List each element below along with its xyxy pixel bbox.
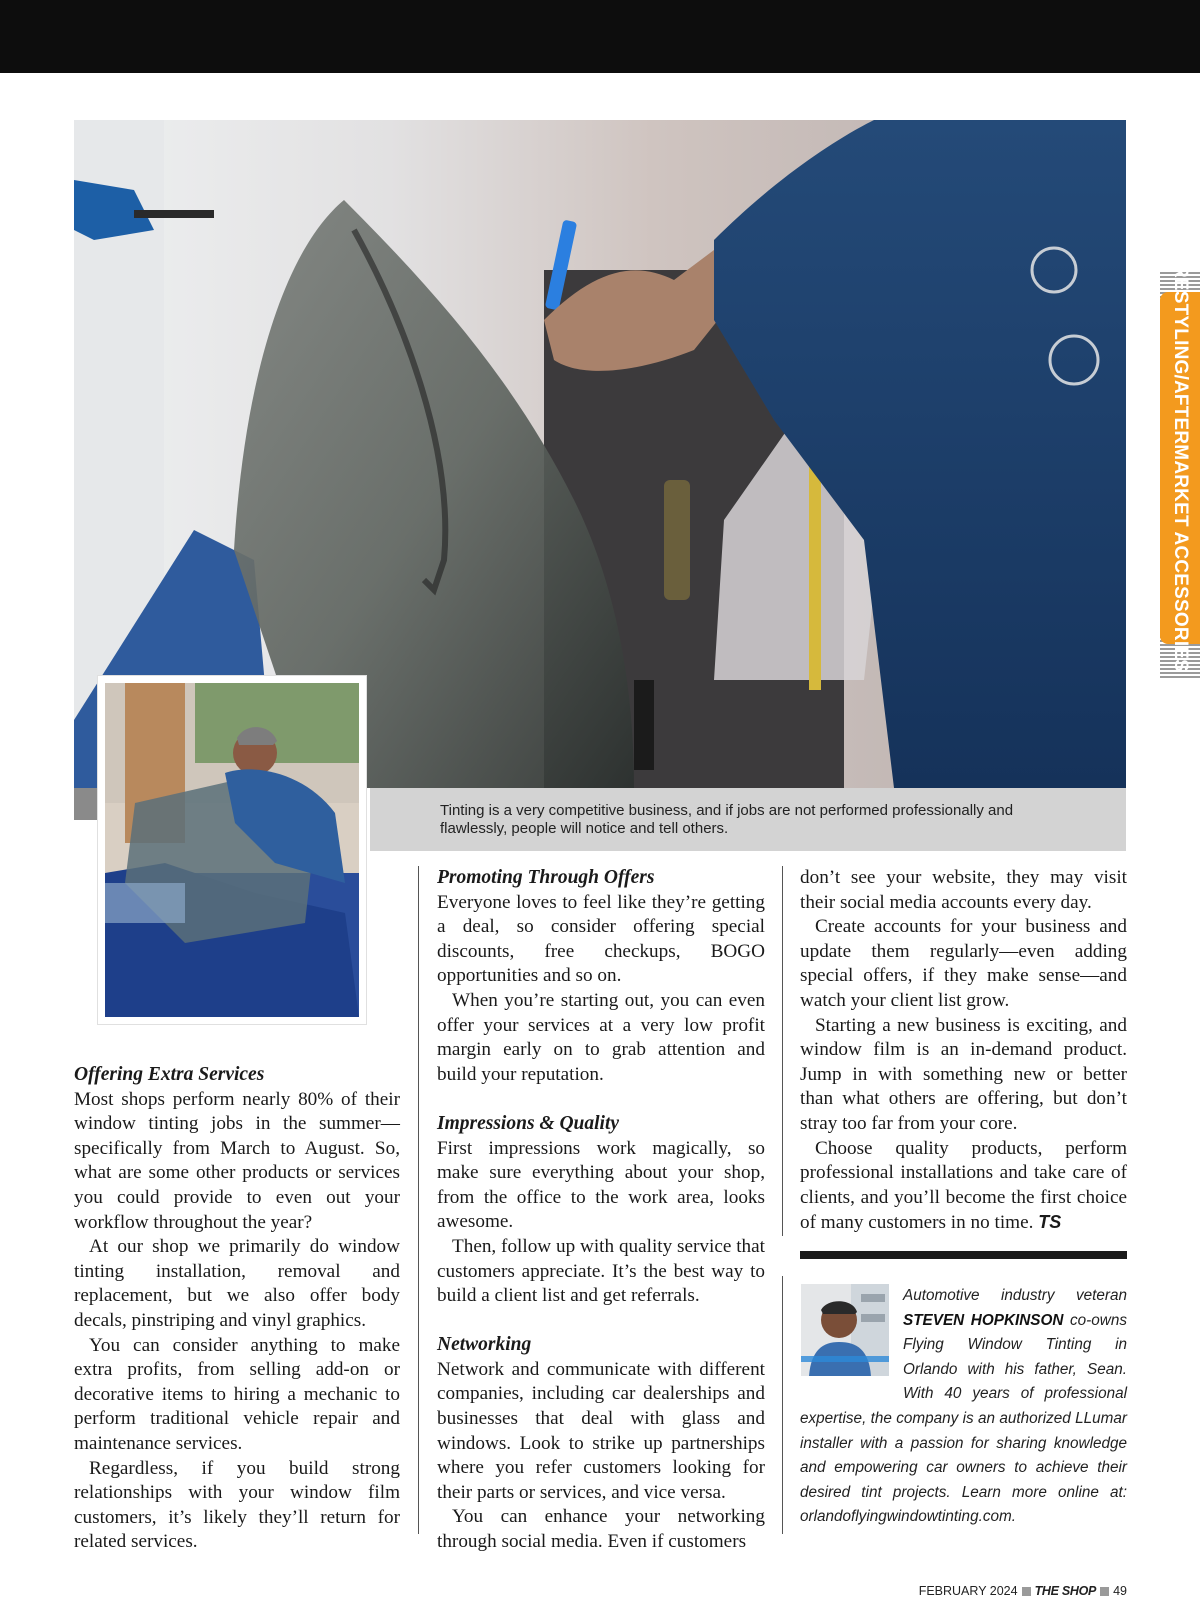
subheading-promoting-offers: Promoting Through Offers <box>437 867 655 888</box>
footer-square-icon <box>1022 1587 1031 1596</box>
body-paragraph: Network and communicate with different companies, including car dealerships and businesses that deal with glass and windows. Look to strike up partnerships where you refer customers looking for their parts or services, and vice versa. <box>437 1358 765 1503</box>
column-rule <box>782 866 783 1236</box>
section-side-tab <box>1160 263 1200 680</box>
column-rule <box>418 866 419 1534</box>
end-of-article-mark: TS <box>1038 1212 1062 1233</box>
body-paragraph: First impressions work magically, so make sure everything about your shop, from the office to the work area, looks awesome. <box>437 1137 765 1233</box>
author-bio-intro: Automotive industry veteran <box>903 1287 1127 1304</box>
photo-accent-strip <box>74 788 98 820</box>
article-column-2 <box>437 866 765 1555</box>
hero-caption: Tinting is a very competitive business, and if jobs are not performed professionally and flawlessly, people will notice and tell others. <box>440 802 1014 837</box>
author-bio-text: co-owns Flying Window Tinting in Orlando with his father, Sean. With 40 years of professional expertise, the company is an authorized LLumar installer with a passion for sharing knowledge and empowering car owners to achieve their desired tint projects. Learn more online at: orlandoflyingwindowtinting.com. <box>800 1311 1127 1526</box>
article-column-1 <box>74 1063 400 1555</box>
hero-caption-box <box>370 788 1126 851</box>
side-tab-label: RESTYLING/AFTERMARKET ACCESSORIES <box>1170 263 1191 673</box>
body-paragraph: Then, follow up with quality service that customers appreciate. It’s the best way to build a client list and get referrals. <box>437 1235 765 1307</box>
body-paragraph-final <box>800 1137 1127 1236</box>
article-column-3 <box>800 866 1127 1236</box>
body-paragraph: don’t see your website, they may visit their social media accounts every day. <box>800 867 1127 913</box>
body-paragraph: Most shops perform nearly 80% of their window tinting jobs in the summer—specifically from March to August. So, what are some other products or services you could provide to even out your workflow throughout the year? <box>74 1088 400 1233</box>
subheading-impressions-quality: Impressions & Quality <box>437 1112 620 1134</box>
footer-date: FEBRUARY 2024 <box>918 1584 1018 1598</box>
body-paragraph: Regardless, if you build strong relationships with your window film customers, it’s likely they’ll return for related services. <box>74 1457 400 1553</box>
top-bar <box>0 0 1200 73</box>
author-bio-divider <box>800 1251 1127 1259</box>
subheading-extra-services: Offering Extra Services <box>74 1064 265 1085</box>
subheading-networking: Networking <box>437 1334 532 1356</box>
body-paragraph: When you’re starting out, you can even offer your services at a very low profit margin early on to grab attention and build your reputation. <box>437 989 765 1085</box>
column-rule <box>782 1276 783 1534</box>
footer-magazine-name: THE SHOP <box>1034 1584 1097 1598</box>
author-name: STEVEN HOPKINSON <box>903 1311 1064 1329</box>
final-paragraph-text: Choose quality products, perform professional installations and take care of clients, and you’ll become the first choice of many customers in no time. <box>800 1137 1127 1234</box>
body-paragraph: You can consider anything to make extra profits, from selling add-on or decorative items to hiring a mechanic to perform traditional vehicle repair and maintenance services. <box>74 1334 400 1454</box>
author-bio <box>800 1284 1127 1530</box>
body-paragraph: Everyone loves to feel like they’re getting a deal, so consider offering special discounts, free checkups, BOGO opportunities and so on. <box>437 891 765 987</box>
body-paragraph: At our shop we primarily do window tinting installation, removal and replacement, but we also offer body decals, pinstriping and vinyl graphics. <box>74 1236 400 1331</box>
body-paragraph: Starting a new business is exciting, and window film is an in-demand product. Jump in with something new or better than what others are offering, but don’t stray too far from your core. <box>800 1014 1127 1134</box>
page-footer <box>919 1584 1127 1598</box>
body-paragraph: You can enhance your networking through social media. Even if customers <box>437 1506 765 1553</box>
page-number: 49 <box>1113 1584 1127 1598</box>
footer-square-icon <box>1100 1587 1109 1596</box>
inset-photo <box>98 676 366 1024</box>
body-paragraph: Create accounts for your business and update them regularly—even adding special offers, if they make sense—and watch your client list grow. <box>800 916 1127 1011</box>
